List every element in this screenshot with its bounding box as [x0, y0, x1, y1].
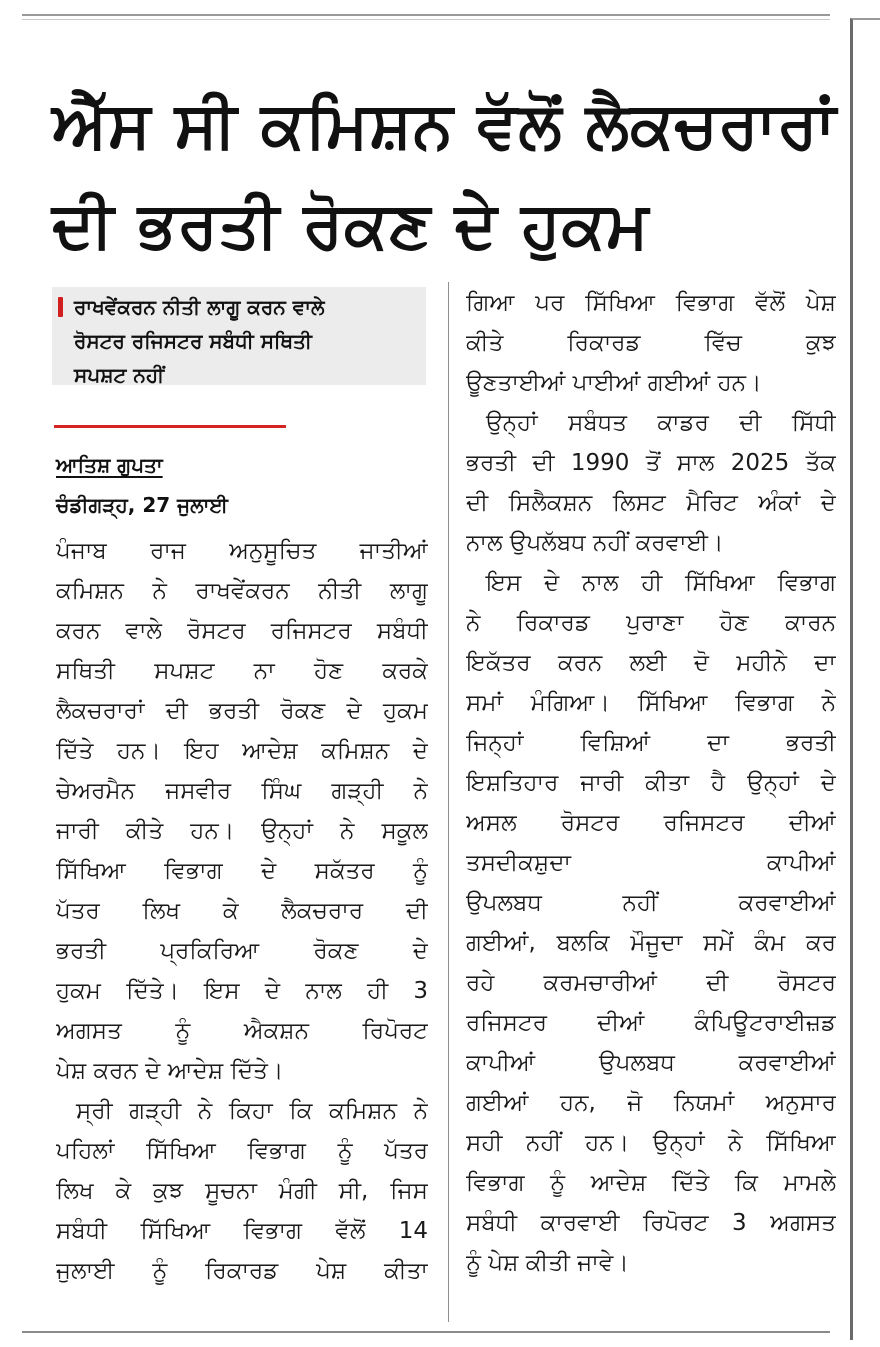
body-line: ਨੇ ਰਿਕਾਰਡ ਪੁਰਾਣਾ ਹੋਣ ਕਾਰਨ: [466, 610, 836, 636]
body-line: ਲਿਖ ਕੇ ਕੁਝ ਸੂਚਨਾ ਮੰਗੀ ਸੀ, ਜਿਸ: [56, 1178, 428, 1204]
body-line: ਇਸ਼ਤਿਹਾਰ ਜਾਰੀ ਕੀਤਾ ਹੈ ਉਨ੍ਹਾਂ ਦੇ: [466, 770, 836, 796]
body-line: ਊਣਤਾਈਆਂ ਪਾਈਆਂ ਗਈਆਂ ਹਨ।: [466, 370, 762, 396]
top-rule-thin: [22, 19, 830, 20]
body-line: ਗਈਆਂ, ਬਲਕਿ ਮੌਜੂਦਾ ਸਮੇਂ ਕੰਮ ਕਰ: [466, 930, 836, 956]
body-line: ਕਮਿਸ਼ਨ ਨੇ ਰਾਖਵੇਂਕਰਨ ਨੀਤੀ ਲਾਗੂ: [56, 578, 428, 604]
byline: ਆਤਿਸ਼ ਗੁਪਤਾ: [56, 453, 163, 477]
left-column: [56, 531, 428, 1291]
body-line: ਤਸਦੀਕਸ਼ੁਦਾ ਕਾਪੀਆਂ: [466, 850, 836, 876]
top-rule: [22, 14, 830, 16]
body-line: ਸਮਾਂ ਮੰਗਿਆ। ਸਿੱਖਿਆ ਵਿਭਾਗ ਨੇ: [466, 690, 836, 716]
adjacent-article-frame: [850, 18, 880, 1340]
body-line: ਗਿਆ ਪਰ ਸਿੱਖਿਆ ਵਿਭਾਗ ਵੱਲੋਂ ਪੇਸ਼: [466, 290, 836, 316]
deck-subheadline: [74, 290, 424, 392]
body-line: ਕੀਤੇ ਰਿਕਾਰਡ ਵਿੱਚ ਕੁਝ: [466, 330, 836, 356]
body-line: ਨੂੰ ਪੇਸ਼ ਕੀਤੀ ਜਾਵੇ।: [466, 1250, 629, 1276]
body-line: ਜਾਰੀ ਕੀਤੇ ਹਨ। ਉਨ੍ਹਾਂ ਨੇ ਸਕੂਲ: [56, 818, 428, 844]
body-line: ਭਰਤੀ ਪ੍ਰਕਿਰਿਆ ਰੋਕਣ ਦੇ: [56, 938, 428, 964]
body-line: ਹੁਕਮ ਦਿੱਤੇ। ਇਸ ਦੇ ਨਾਲ ਹੀ 3: [56, 978, 428, 1004]
body-line: ਚੇਅਰਮੈਨ ਜਸਵੀਰ ਸਿੰਘ ਗੜ੍ਹੀ ਨੇ: [56, 778, 428, 804]
body-line: ਸਿੱਖਿਆ ਵਿਭਾਗ ਦੇ ਸਕੱਤਰ ਨੂੰ: [56, 858, 428, 884]
headline: [52, 76, 842, 276]
body-line: ਪੰਜਾਬ ਰਾਜ ਅਨੁਸੂਚਿਤ ਜਾਤੀਆਂ: [56, 538, 428, 564]
body-line: ਉਪਲਬਧ ਨਹੀਂ ਕਰਵਾਈਆਂ: [466, 890, 836, 916]
deck-line-1: ਰਾਖਵੇਂਕਰਨ ਨੀਤੀ ਲਾਗੂ ਕਰਨ ਵਾਲੇ: [74, 295, 325, 319]
body-line: ਵਿਭਾਗ ਨੂੰ ਆਦੇਸ਼ ਦਿੱਤੇ ਕਿ ਮਾਮਲੇ: [466, 1170, 836, 1196]
body-line: ਕਾਪੀਆਂ ਉਪਲਬਧ ਕਰਵਾਈਆਂ: [466, 1050, 836, 1076]
deck-line-2: ਰੋਸਟਰ ਰਜਿਸਟਰ ਸਬੰਧੀ ਸਥਿਤੀ: [74, 329, 312, 353]
deck-bullet-marker: [58, 297, 63, 317]
deck-red-rule: [54, 425, 286, 428]
column-divider: [448, 282, 449, 1322]
body-line: ਦਿੱਤੇ ਹਨ। ਇਹ ਆਦੇਸ਼ ਕਮਿਸ਼ਨ ਦੇ: [56, 738, 428, 764]
right-column: [466, 283, 836, 1283]
body-line: ਸਬੰਧੀ ਕਾਰਵਾਈ ਰਿਪੋਰਟ 3 ਅਗਸਤ: [466, 1210, 836, 1236]
deck-line-3: ਸਪਸ਼ਟ ਨਹੀਂ: [74, 363, 165, 387]
body-line: ਨਾਲ ਉਪਲੱਬਧ ਨਹੀਂ ਕਰਵਾਈ।: [466, 530, 724, 556]
body-line: ਪੱਤਰ ਲਿਖ ਕੇ ਲੈਕਚਰਾਰ ਦੀ: [56, 898, 428, 924]
body-line: ਕਰਨ ਵਾਲੇ ਰੋਸਟਰ ਰਜਿਸਟਰ ਸਬੰਧੀ: [56, 618, 428, 644]
headline-line-1: ਐੱਸ ਸੀ ਕਮਿਸ਼ਨ ਵੱਲੋਂ ਲੈਕਚਰਾਰਾਂ: [52, 89, 837, 163]
body-line: ਇਸ ਦੇ ਨਾਲ ਹੀ ਸਿੱਖਿਆ ਵਿਭਾਗ: [486, 570, 836, 596]
body-line: ਸ੍ਰੀ ਗੜ੍ਹੀ ਨੇ ਕਿਹਾ ਕਿ ਕਮਿਸ਼ਨ ਨੇ: [76, 1098, 428, 1124]
body-line: ਰਜਿਸਟਰ ਦੀਆਂ ਕੰਪਿਊਟਰਾਈਜ਼ਡ: [466, 1010, 836, 1036]
body-line: ਪਹਿਲਾਂ ਸਿੱਖਿਆ ਵਿਭਾਗ ਨੂੰ ਪੱਤਰ: [56, 1138, 428, 1164]
body-line: ਗਈਆਂ ਹਨ, ਜੋ ਨਿਯਮਾਂ ਅਨੁਸਾਰ: [466, 1090, 836, 1116]
body-line: ਸਹੀ ਨਹੀਂ ਹਨ। ਉਨ੍ਹਾਂ ਨੇ ਸਿੱਖਿਆ: [466, 1130, 836, 1156]
body-line: ਪੇਸ਼ ਕਰਨ ਦੇ ਆਦੇਸ਼ ਦਿੱਤੇ।: [56, 1058, 284, 1084]
dateline: ਚੰਡੀਗੜ੍ਹ, 27 ਜੁਲਾਈ: [56, 493, 228, 517]
body-line: ਅਗਸਤ ਨੂੰ ਐਕਸ਼ਨ ਰਿਪੋਰਟ: [56, 1018, 428, 1044]
body-line: ਰਹੇ ਕਰਮਚਾਰੀਆਂ ਦੀ ਰੋਸਟਰ: [466, 970, 836, 996]
body-line: ਸਬੰਧੀ ਸਿੱਖਿਆ ਵਿਭਾਗ ਵੱਲੋਂ 14: [56, 1218, 428, 1244]
body-line: ਜੁਲਾਈ ਨੂੰ ਰਿਕਾਰਡ ਪੇਸ਼ ਕੀਤਾ: [56, 1258, 428, 1284]
headline-line-2: ਦੀ ਭਰਤੀ ਰੋਕਣ ਦੇ ਹੁਕਮ: [52, 189, 650, 263]
body-line: ਜਿਨ੍ਹਾਂ ਵਿਸ਼ਿਆਂ ਦਾ ਭਰਤੀ: [466, 730, 836, 756]
bottom-rule: [22, 1331, 830, 1333]
body-line: ਇਕੱਤਰ ਕਰਨ ਲਈ ਦੋ ਮਹੀਨੇ ਦਾ: [466, 650, 836, 676]
body-line: ਭਰਤੀ ਦੀ 1990 ਤੋਂ ਸਾਲ 2025 ਤੱਕ: [466, 450, 836, 476]
body-line: ਸਥਿਤੀ ਸਪਸ਼ਟ ਨਾ ਹੋਣ ਕਰਕੇ: [56, 658, 428, 684]
body-line: ਲੈਕਚਰਾਰਾਂ ਦੀ ਭਰਤੀ ਰੋਕਣ ਦੇ ਹੁਕਮ: [56, 698, 428, 724]
body-line: ਦੀ ਸਿਲੈਕਸ਼ਨ ਲਿਸਟ ਮੈਰਿਟ ਅੰਕਾਂ ਦੇ: [466, 490, 836, 516]
body-line: ਉਨ੍ਹਾਂ ਸਬੰਧਤ ਕਾਡਰ ਦੀ ਸਿੱਧੀ: [486, 410, 836, 436]
body-line: ਅਸਲ ਰੋਸਟਰ ਰਜਿਸਟਰ ਦੀਆਂ: [466, 810, 836, 836]
